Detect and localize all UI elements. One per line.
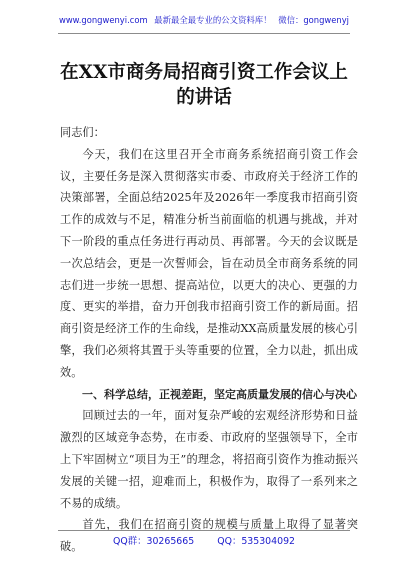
footer-qq: QQ：535304092 xyxy=(217,536,296,547)
page-header xyxy=(0,14,408,26)
document-title: 在XX市商务局招商引资工作会议上的讲话 xyxy=(60,62,348,108)
footer-qq-group: QQ群：30265665 xyxy=(112,536,195,547)
salutation: 同志们： xyxy=(60,126,105,139)
header-divider xyxy=(58,33,350,34)
footer-divider xyxy=(58,530,350,531)
body-paragraph: 首先，我们在招商引资的规模与质量上取得了显著突破。 xyxy=(60,518,358,554)
section-heading: 一、科学总结，正视差距，坚定高质量发展的信心与决心 xyxy=(82,387,357,401)
header-wechat: 微信：gongwenyj xyxy=(278,15,350,25)
body-paragraph: 今天，我们在这里召开全市商务系统招商引资工作会议，主要任务是深入贯彻落实市委、市政府关于经济工作的决策部署，全面总结2025年及2026年一季度我市招商引资工作的成效与不足，精准分析当前面临的机遇与挑战，并对下一阶段的重点任务进行再动员、再部署。今天的会议既是一次总结会，更是一次誓师会，旨在动员全市商务系统的同志们进一步统一思想、提高站位，以更大的决心、更强的力度、更实的举措，奋力开创我市招商引资工作的新局面。招商引资是经济工作的生命线，是推动XX高质量发展的核心引擎，我们必须将其置于头等重要的位置，全力以赴，抓出成效。 xyxy=(60,147,358,379)
document-body xyxy=(60,122,358,558)
header-site-link[interactable]: www.gongwenyi.com xyxy=(58,15,148,25)
body-paragraph: 回顾过去的一年，面对复杂严峻的宏观经济形势和日益激烈的区域竞争态势，在市委、市政府的坚强领导下，全市上下牢固树立“项目为王”的理念，将招商引资作为推动振兴发展的关键一招，迎难而上，积极作为，取得了一系列来之不易的成绩。 xyxy=(60,409,358,510)
page-footer xyxy=(0,536,408,548)
header-slogan: 最新最全最专业的公文资料库！ xyxy=(154,15,272,25)
